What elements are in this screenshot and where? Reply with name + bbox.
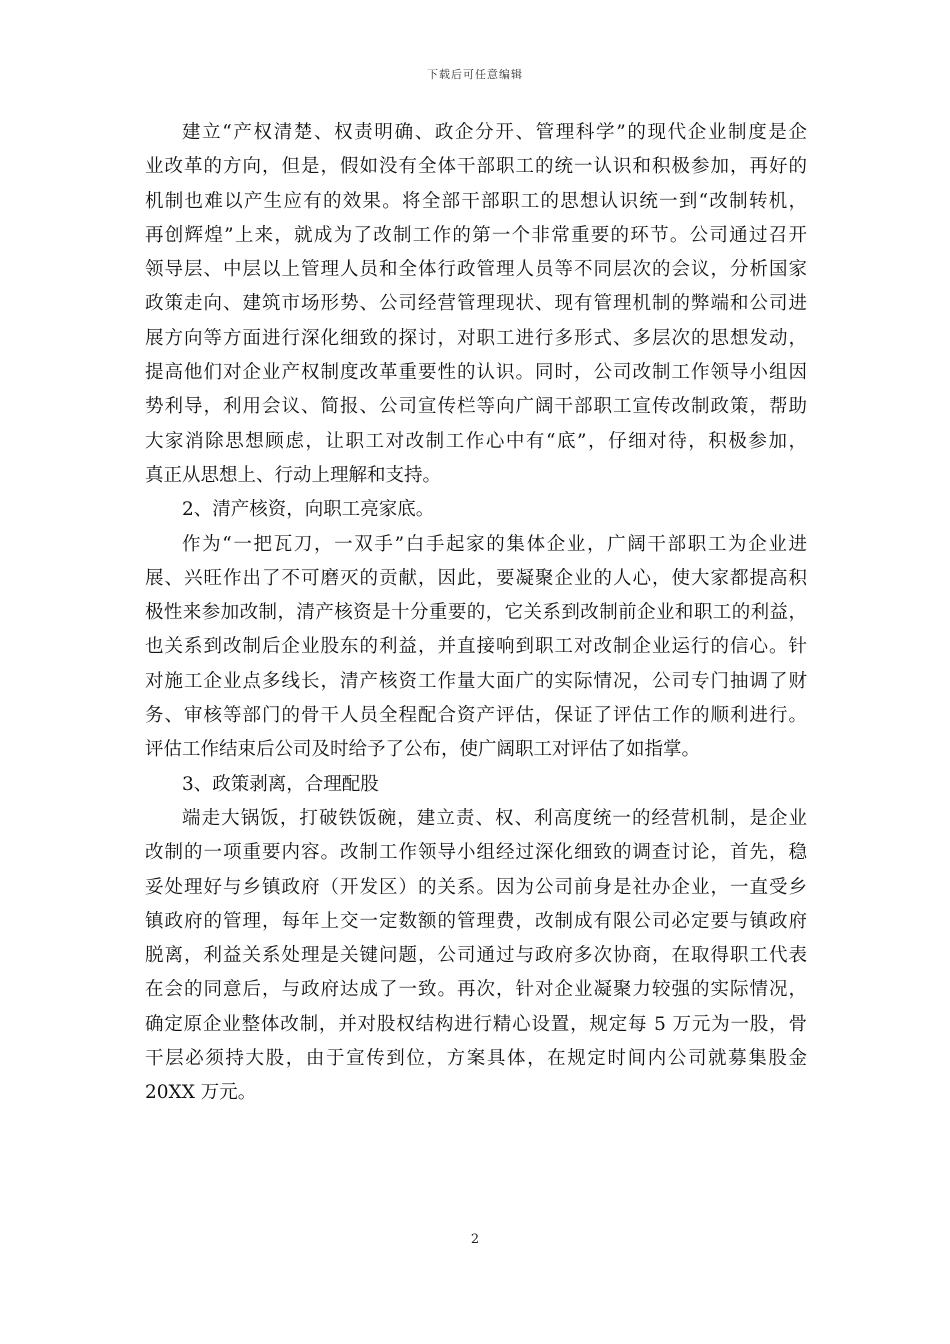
text-line: 业改革的方向，但是，假如没有全体干部职工的统一认识和积极参加，再好的 bbox=[145, 156, 807, 178]
text-line: 干层必须持大股，由于宣传到位，方案具体，在规定时间内公司就募集股金 bbox=[145, 1048, 807, 1070]
text-line: 脱离，利益关系处理是关键问题，公司通过与政府多次协商，在取得职工代表 bbox=[145, 945, 807, 967]
text-line: 极性来参加改制，清产核资是十分重要的，它关系到改制前企业和职工的利益， bbox=[145, 602, 807, 624]
text-line: 也关系到改制后企业股东的利益，并直接响到职工对改制企业运行的信心。针 bbox=[145, 636, 807, 658]
text-line: 对施工企业点多线长，清产核资工作量大面广的实际情况，公司专门抽调了财 bbox=[145, 670, 807, 692]
text-line: 领导层、中层以上管理人员和全体行政管理人员等不同层次的会议，分析国家 bbox=[145, 259, 807, 281]
text-line: 大家消除思想顾虑，让职工对改制工作心中有“底”，仔细对待，积极参加， bbox=[145, 430, 807, 452]
text-line: 展、兴旺作出了不可磨灭的贡献，因此，要凝聚企业的人心，使大家都提高积 bbox=[145, 567, 807, 589]
text-line: 3、政策剥离，合理配股 bbox=[182, 773, 379, 795]
text-line: 政策走向、建筑市场形势、公司经营管理现状、现有管理机制的弊端和公司进 bbox=[145, 293, 807, 315]
text-line: 改制的一项重要内容。改制工作领导小组经过深化细致的调查讨论，首先，稳 bbox=[145, 842, 807, 864]
document-body bbox=[145, 116, 807, 1111]
text-line: 镇政府的管理，每年上交一定数额的管理费，改制成有限公司必定要与镇政府 bbox=[145, 910, 807, 932]
text-line: 展方向等方面进行深化细致的探讨，对职工进行多形式、多层次的思想发动， bbox=[145, 327, 807, 349]
text-line: 20XX 万元。 bbox=[145, 1082, 257, 1104]
text-line: 在会的同意后，与政府达成了一致。再次，针对企业凝聚力较强的实际情况， bbox=[145, 979, 807, 1001]
text-line: 提高他们对企业产权制度改革重要性的认识。同时，公司改制工作领导小组因 bbox=[145, 362, 807, 384]
text-line: 端走大锅饭，打破铁饭碗，建立责、权、利高度统一的经营机制，是企业 bbox=[182, 807, 807, 829]
text-line: 真正从思想上、行动上理解和支持。 bbox=[145, 464, 442, 486]
page-header: 下载后可任意编辑 bbox=[427, 68, 523, 81]
page-number: 2 bbox=[470, 1232, 480, 1247]
text-line: 再创辉煌”上来，就成为了改制工作的第一个非常重要的环节。公司通过召开 bbox=[145, 224, 807, 246]
text-line: 妥处理好与乡镇政府（开发区）的关系。因为公司前身是社办企业，一直受乡 bbox=[145, 876, 807, 898]
text-line: 作为“一把瓦刀，一双手”白手起家的集体企业，广阔干部职工为企业进 bbox=[182, 533, 807, 555]
text-line: 建立“产权清楚、权责明确、政企分开、管理科学”的现代企业制度是企 bbox=[182, 122, 807, 143]
text-line: 务、审核等部门的骨干人员全程配合资产评估，保证了评估工作的顺利进行。 bbox=[145, 705, 807, 727]
text-line: 2、清产核资，向职工亮家底。 bbox=[182, 499, 435, 521]
text-line: 势利导，利用会议、简报、公司宣传栏等向广阔干部职工宣传改制政策，帮助 bbox=[145, 396, 807, 418]
text-line: 评估工作结束后公司及时给予了公布，使广阔职工对评估了如指掌。 bbox=[145, 739, 701, 761]
text-line: 确定原企业整体改制，并对股权结构进行精心设置，规定每 5 万元为一股，骨 bbox=[145, 1013, 807, 1035]
text-line: 机制也难以产生应有的效果。将全部干部职工的思想认识统一到“改制转机， bbox=[145, 190, 807, 212]
